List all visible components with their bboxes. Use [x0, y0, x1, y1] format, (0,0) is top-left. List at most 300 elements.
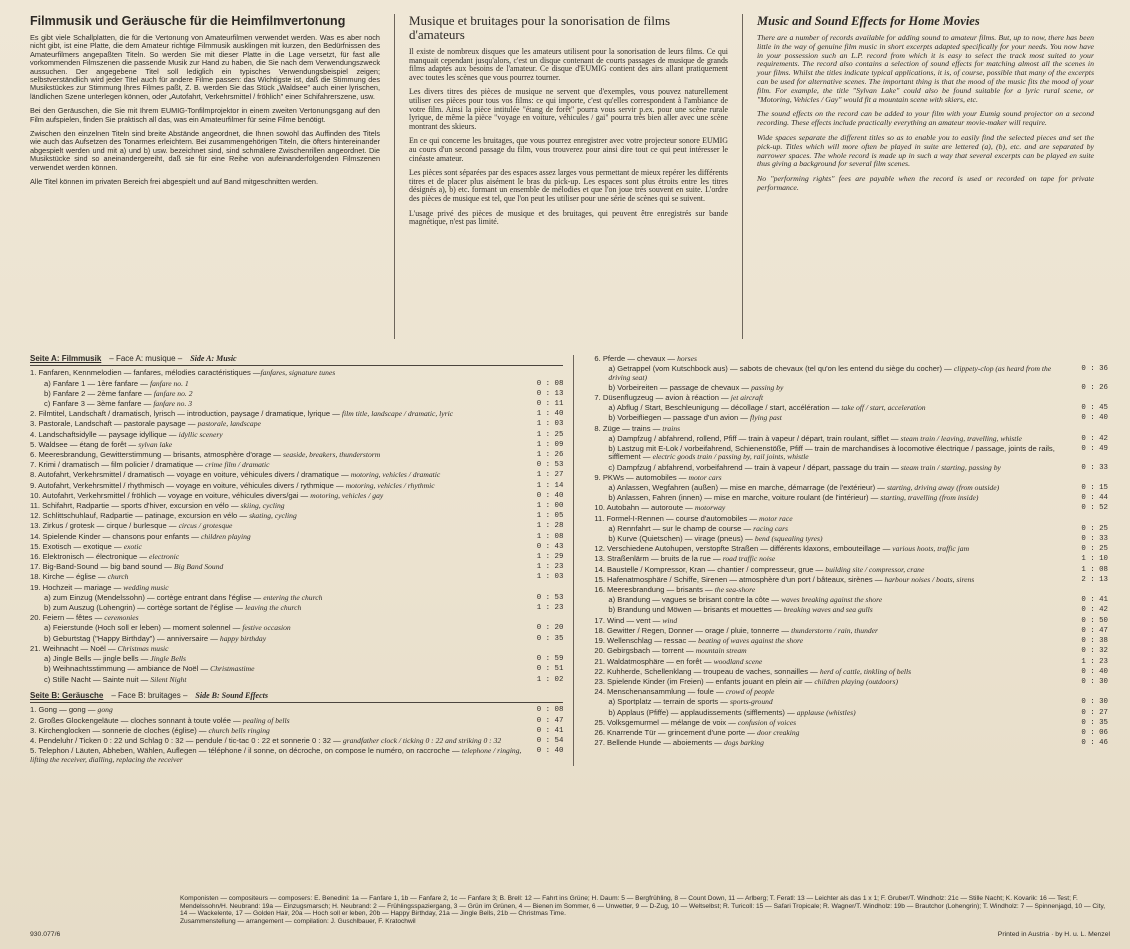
track-duration: 0 : 54: [536, 736, 564, 745]
track-title-en: festive occasion: [242, 623, 291, 633]
track-row: [594, 576, 1108, 584]
track-title: [30, 665, 533, 673]
track-title-en: motoring, vehicles / rhythmic: [345, 480, 435, 490]
track-title: [594, 535, 1078, 543]
track-title-de-fr: 12. Verschiedene Autohupen, verstopfte Straßen — différents klaxons, embouteillage —: [594, 544, 893, 554]
track-title: [594, 617, 1078, 625]
track-row: [30, 717, 563, 725]
track-duration: 0 : 26: [1081, 383, 1108, 392]
track-title-de-fr: a) Dampfzug / abfahrend, rollend, Pfiff — train à vapeur / départ, train roulant, sifflet —: [608, 433, 901, 443]
track-duration: 0 : 44: [1081, 494, 1108, 503]
track-duration: 0 : 40: [1081, 667, 1108, 676]
track-duration: 0 : 27: [1081, 708, 1108, 717]
track-title-en: motorway: [694, 503, 726, 513]
track-row: [30, 492, 563, 500]
track-title: [594, 658, 1078, 666]
track-title: [594, 596, 1078, 604]
track-row: [30, 655, 563, 663]
track-title-en: woodland scene: [713, 656, 763, 666]
track-row: [30, 522, 563, 530]
track-row: [594, 484, 1108, 492]
tracklists: [24, 355, 1108, 766]
track-row: [594, 435, 1108, 443]
track-row: [594, 425, 1108, 433]
track-row: [30, 604, 563, 612]
track-title-de-fr: 13. Straßenlärm — bruits de la rue —: [594, 554, 723, 564]
track-duration: 0 : 47: [536, 716, 564, 725]
track-title-de-fr: 9. PKWs — automobiles —: [594, 472, 689, 482]
credits-footer: [30, 895, 1110, 939]
track-duration: 0 : 15: [1081, 484, 1108, 493]
track-title-de-fr: a) Anlassen, Wegfahren (außen) — mise en marche, démarrage (de l'extérieur) —: [608, 483, 887, 493]
intro-french: [394, 14, 742, 339]
track-duration: 0 : 08: [536, 379, 564, 388]
track-row: [594, 404, 1108, 412]
track-title: [594, 606, 1078, 614]
english-paragraph: Wide spaces separate the different titles so as to enable you to easily find the selected pieces and set the pick-up. Titles which will more often be played in suite are lettered (a), (b), etc. and are separated by narrower spaces. The whole record is made up in such a way that several excerpts can be played en suite thus giving a background for several film scenes.: [757, 132, 1094, 169]
track-title-en: leaving the church: [245, 603, 302, 613]
track-title-en: happy birthday: [219, 633, 267, 643]
track-title: [30, 431, 533, 439]
track-title-en: children playing (outdoors): [814, 676, 898, 686]
track-title: [30, 502, 533, 510]
track-title-en: wind: [662, 615, 678, 625]
track-row: [30, 512, 563, 520]
side-a-label-fr: – Face A: musique –: [109, 354, 183, 363]
track-duration: 0 : 13: [536, 389, 564, 398]
catalog-number: 930.077/6: [30, 931, 61, 939]
track-duration: 0 : 41: [1081, 596, 1108, 605]
track-title-en: passing by: [751, 382, 784, 392]
track-title: [30, 369, 533, 377]
track-title: [30, 727, 533, 735]
track-title-en: crime film / dramatic: [205, 460, 270, 470]
track-title: [30, 390, 533, 398]
track-row: [30, 727, 563, 735]
track-row: [30, 563, 563, 571]
track-duration: 0 : 45: [1081, 404, 1108, 413]
track-title-de-fr: 19. Hochzeit — mariage —: [30, 582, 124, 592]
track-title-de-fr: 26. Knarrende Tür — grincement d'une porte —: [594, 727, 757, 737]
track-title: [30, 645, 533, 653]
track-title-en: dogs barking: [724, 738, 764, 748]
track-title: [594, 445, 1078, 462]
track-title-de-fr: 8. Züge — trains —: [594, 423, 663, 433]
track-duration: 1 : 28: [536, 522, 564, 531]
track-duration: 1 : 08: [1081, 565, 1108, 574]
track-title-de-fr: 23. Spielende Kinder (im Freien) — enfants jouant en plein air —: [594, 676, 815, 686]
track-title: [594, 464, 1078, 472]
track-title: [30, 563, 533, 571]
composer-credits: Komponisten — compositeurs — composers: E. Benedini: 1a — Fanfare 1, 1b — Fanfare 2, 1c — Fanfare 3; B. Brell: 12 — Fahrt ins Grüne; H. Daum: 5 — Bergfrühling, 8 — Count Down, 11 — Arlberg; T. Feratl: 13 — Leichter als das 1 x 1; F. Gruber/T. Windholz: 21c — Stille Nacht; K. Kovarik: 16 — Test; F. Mendelssohn/H. Neubrand: 19a — Einzugsmarsch; H. Neubrand: 2 — Frühlingsspaziergang, 3 — Grün im Grünen, 4 — Bienen im Sommer, 6 — Unwetter, 9 — D-Zug, 10 — Weltselbst; R. Turicoll: 15 — Safari Tropicale; R. Wagner/T. Windholz: 19b — Brautchor (Lohengrin); T. Windholz: 7 — Spinnenjagd, 10 — City, 14 — Wackelente, 17 — Golden Hair, 20a — Hoch soll er leben, 20b — Happy Birthday, 21a — Jingle Bells, 21b — Christmas Time.: [180, 895, 1106, 918]
track-title: [594, 668, 1078, 676]
track-row: [594, 637, 1108, 645]
track-title-en: entering the church: [263, 592, 323, 602]
track-title-de-fr: 16. Elektronisch — électronique —: [30, 552, 150, 562]
track-title-en: electric goods train / passing by, rail joints, whistle: [652, 452, 809, 462]
track-title: [594, 688, 1078, 696]
track-title: [594, 647, 1078, 655]
track-title-en: ceremonies: [104, 613, 139, 623]
intro-english: [742, 14, 1108, 339]
track-duration: 0 : 46: [1081, 739, 1108, 748]
track-duration: 1 : 27: [536, 471, 564, 480]
track-title-en: pealing of bells: [242, 715, 290, 725]
track-row: [30, 390, 563, 398]
track-duration: 2 : 13: [1081, 575, 1108, 584]
track-duration: 0 : 40: [536, 491, 564, 500]
track-title-de-fr: 24. Menschenansammlung — foule —: [594, 687, 726, 697]
track-title: [594, 365, 1078, 382]
track-title-en: fanfares, signature tunes: [260, 368, 336, 378]
track-title-en: bend (squealing tyres): [754, 534, 823, 544]
track-title-en: seaside, breakers, thunderstorm: [283, 450, 381, 460]
track-title-en: steam train / leaving, travelling, whistle: [900, 433, 1022, 443]
french-title: Musique et bruitages pour la sonorisation de films d'amateurs: [409, 14, 671, 42]
track-title: [30, 400, 533, 408]
track-title: [594, 394, 1078, 402]
track-duration: 1 : 03: [536, 420, 564, 429]
track-duration: 0 : 08: [536, 706, 564, 715]
track-title-en: harbour noises / boats, sirens: [884, 574, 975, 584]
track-title-en: Silent Night: [150, 674, 187, 684]
track-title-de-fr: a) Abflug / Start, Beschleunigung — décollage / start, accélération —: [608, 403, 842, 413]
track-duration: 0 : 20: [536, 624, 564, 633]
tracklist-left: [24, 355, 563, 766]
track-row: [30, 584, 563, 592]
english-paragraph: There are a number of records available for adding sound to amateur films. But, up to now, there has been little in the way of genuine film music in short excerpts adapted specifically for your needs. You now have in your possession such an L.P. record from which it is easy to select the track most suited to your requirements. The record also contains a selection of sound effects for matching almost all the scenes in your films. Whilst the titles indicate typical applications, it is, of course, possible that many of the excerpts can be used for alternative scenes. The important thing is that the mood of the music fits the mood of your film. For example, the title "Sylvan Lake" could also be found suitable for a lyric rural scene, or "Motoring, Vehicles / Gay" would fit a mountain scene with skiers, etc.: [757, 33, 1094, 104]
track-title: [594, 484, 1078, 492]
track-title: [594, 709, 1078, 717]
track-title-de-fr: 8. Autofahrt, Verkehrsmittel / dramatisch — voyage en voiture, véhicules divers / dramatique —: [30, 470, 351, 480]
track-duration: 1 : 25: [536, 430, 564, 439]
track-title-de-fr: c) Stille Nacht — Sainte nuit —: [44, 674, 151, 684]
track-title-en: Christmastime: [210, 664, 255, 674]
track-title-de-fr: c) Fanfare 3 — 3ème fanfare —: [44, 399, 154, 409]
track-title-en: motor cars: [688, 472, 722, 482]
track-row: [30, 441, 563, 449]
track-row: [594, 688, 1108, 696]
track-duration: [533, 645, 563, 653]
track-row: [30, 502, 563, 510]
track-duration: 1 : 09: [536, 440, 564, 449]
track-row: [30, 676, 563, 684]
track-title-de-fr: 21. Weihnacht — Noël —: [30, 643, 118, 653]
track-duration: 0 : 33: [1081, 535, 1108, 544]
track-title-en: confusion of voices: [737, 717, 797, 727]
track-title-de-fr: a) Getrappel (vom Kutschbock aus) — sabots de chevaux (tel qu'on les entend du siège du cocher) —: [608, 364, 954, 374]
track-title: [594, 719, 1078, 727]
track-row: [30, 747, 563, 764]
track-title-de-fr: a) Fanfare 1 — 1ère fanfare —: [44, 378, 150, 388]
track-title: [30, 717, 533, 725]
track-title-de-fr: b) Geburtstag ("Happy Birthday") — anniversaire —: [44, 633, 220, 643]
printer-credit: Printed in Austria · by H. u. L. Menzel: [997, 931, 1110, 939]
track-duration: 0 : 52: [1081, 504, 1108, 513]
track-title-en: motor race: [759, 513, 793, 523]
track-row: [594, 504, 1108, 512]
track-title-en: crowd of people: [725, 687, 775, 697]
german-paragraph: Zwischen den einzelnen Titeln sind breite Abstände angeordnet, die Ihnen sowohl das Auffinden des Titels wie auch das Aufsetzen des Tonarmes erleichtern. Bei zusammengehörigen Titeln, die öfters hintereinander abgespielt werden und mit a) und b) usw. bezeichnet sind, sind schmälere Zwischenrillen angeordnet. Die Musikstücke sind so aneinandergereiht, daß sie für eine Reihe von aufeinanderfolgenden Filmszenen verwendet werden können.: [30, 129, 380, 172]
track-title-de-fr: 2. Filmtitel, Landschaft / dramatisch, lyrisch — introduction, paysage / dramatique, lyrique —: [30, 409, 342, 419]
track-title-de-fr: 19. Wellenschlag — ressac —: [594, 636, 699, 646]
track-duration: 0 : 50: [1081, 616, 1108, 625]
track-title: [594, 474, 1078, 482]
track-title-de-fr: 4. Pendeluhr / Ticken 0 : 22 und Schlag 0 : 32 — pendule / tic-tac 0 : 22 et sonnerie 0 : 32 —: [30, 735, 343, 745]
track-title-de-fr: 3. Kirchenglocken — sonnerie de cloches (église) —: [30, 725, 209, 735]
track-duration: [533, 614, 563, 622]
track-duration: [1078, 425, 1108, 433]
track-title-de-fr: 4. Landschaftsidylle — paysage idyllique —: [30, 429, 179, 439]
track-title-de-fr: b) Vorbeifliegen — passage d'un avion —: [608, 413, 750, 423]
track-duration: 0 : 40: [536, 747, 564, 756]
track-title: [30, 512, 533, 520]
track-title-en: applause (whistles): [796, 707, 856, 717]
english-paragraph: The sound effects on the record can be added to your film with your Eumig sound projector on a second recording. These effects include practically everything an amateur movie-maker will require.: [757, 109, 1094, 128]
track-title-de-fr: b) Anlassen, Fahren (innen) — mise en marche, voiture roulant (de l'intérieur) —: [608, 493, 881, 503]
track-title-en: fanfare no. 2: [153, 388, 193, 398]
track-title-de-fr: 15. Exotisch — exotique —: [30, 541, 124, 551]
track-title: [594, 435, 1078, 443]
track-row: [594, 606, 1108, 614]
track-title-en: door creaking: [756, 727, 800, 737]
german-paragraph: Bei den Geräuschen, die Sie mit Ihrem EUMIG-Tonfilmprojektor in einem zweiten Vertonungsgang auf den Film aufspielen, finden Sie praktisch all das, was ein Amateurfilmer für seine Filme benötigt.: [30, 106, 380, 124]
track-row: [594, 678, 1108, 686]
track-duration: 0 : 59: [536, 655, 564, 664]
track-title: [594, 545, 1078, 553]
track-duration: 1 : 23: [536, 604, 564, 613]
track-row: [594, 474, 1108, 482]
track-row: [30, 573, 563, 581]
track-title: [30, 676, 533, 684]
track-duration: 1 : 02: [536, 675, 564, 684]
side-b-continued-track-list: [594, 355, 1108, 748]
track-row: [594, 355, 1108, 363]
track-row: [30, 420, 563, 428]
track-title: [30, 655, 533, 663]
track-row: [594, 445, 1108, 462]
track-title-de-fr: b) Vorbeireiten — passage de chevaux —: [608, 382, 752, 392]
english-title: Music and Sound Effects for Home Movies: [757, 14, 980, 28]
track-row: [30, 553, 563, 561]
track-row: [30, 645, 563, 653]
track-row: [594, 515, 1108, 523]
track-title-en: circus / grotesque: [178, 521, 233, 531]
track-title-de-fr: 16. Meeresbrandung — brisants —: [594, 585, 715, 595]
track-title-de-fr: b) Brandung und Möwen — brisants et mouettes —: [608, 605, 784, 615]
track-title-en: fanfare no. 3: [153, 399, 193, 409]
track-title-en: pastorale, landscape: [197, 419, 261, 429]
track-row: [30, 431, 563, 439]
track-title-de-fr: 7. Krimi / dramatisch — film policier / dramatique —: [30, 460, 206, 470]
track-title-en: gong: [97, 705, 113, 715]
track-title-en: thunderstorm / rain, thunder: [791, 625, 879, 635]
track-row: [30, 665, 563, 673]
track-duration: 1 : 05: [536, 512, 564, 521]
track-duration: 0 : 47: [1081, 626, 1108, 635]
track-title-en: breaking waves and sea gulls: [783, 605, 873, 615]
side-b-heading: [30, 692, 563, 703]
track-duration: 0 : 53: [536, 593, 564, 602]
track-title-en: steam train / starting, passing by: [900, 462, 1001, 472]
track-row: [594, 566, 1108, 574]
track-row: [30, 451, 563, 459]
track-row: [594, 739, 1108, 747]
track-title-de-fr: 13. Zirkus / grotesk — cirque / burlesque —: [30, 521, 179, 531]
track-title-de-fr: 25. Volksgemurmel — mélange de voix —: [594, 717, 738, 727]
track-duration: 0 : 38: [1081, 637, 1108, 646]
track-title-en: various hoots, traffic jam: [892, 544, 970, 554]
track-title: [594, 739, 1078, 747]
track-title: [594, 678, 1078, 686]
track-duration: 0 : 43: [536, 542, 564, 551]
track-duration: [1078, 688, 1108, 696]
track-title-de-fr: 20. Gebirgsbach — torrent —: [594, 646, 696, 656]
track-row: [594, 729, 1108, 737]
track-title-en: sports-ground: [729, 697, 773, 707]
track-title-en: Christmas music: [117, 643, 169, 653]
track-row: [594, 394, 1108, 402]
side-a-label-en: Side A: Music: [190, 354, 237, 363]
track-title: [30, 451, 533, 459]
track-row: [30, 543, 563, 551]
track-title-en: herd of cattle, tinkling of bells: [819, 666, 912, 676]
track-duration: 0 : 25: [1081, 524, 1108, 533]
track-title-en: church bells ringing: [208, 725, 270, 735]
track-title-de-fr: 22. Kuhherde, Schellenklang — troupeau de vaches, sonnailles —: [594, 666, 820, 676]
track-title-en: racing cars: [753, 523, 788, 533]
track-title: [594, 504, 1078, 512]
french-paragraph: En ce qui concerne les bruitages, que vous pourrez enregistrer avec votre projecteur sonore EUMIG au cours d'un second passage du film, vous trouverez pour ainsi dire tout ce qui peut intéresser le cinéaste amateur.: [409, 136, 728, 163]
track-row: [30, 410, 563, 418]
side-b-track-list: [30, 706, 563, 764]
track-title-de-fr: 11. Schifahrt, Radpartie — sports d'hiver, excursion en vélo —: [30, 501, 241, 511]
track-title: [594, 404, 1078, 412]
track-duration: [533, 584, 563, 592]
track-duration: 1 : 08: [536, 532, 564, 541]
track-row: [594, 535, 1108, 543]
track-title: [30, 492, 533, 500]
track-row: [30, 737, 563, 745]
track-title-de-fr: 10. Autofahrt, Verkehrsmittel / fröhlich — voyage en voiture, véhicules divers/gai —: [30, 490, 311, 500]
track-title-de-fr: 5. Telephon / Läuten, Abheben, Wählen, Auflegen — téléphone / il sonne, on décroche, on compose le numéro, on raccroche —: [30, 746, 462, 756]
side-a-track-list: [30, 369, 563, 684]
track-title-de-fr: a) Feierstunde (Hoch soll er leben) — moment solennel —: [44, 623, 243, 633]
track-row: [594, 627, 1108, 635]
track-title-de-fr: 1. Fanfaren, Kennmelodien — fanfares, mélodies caractéristiques —: [30, 368, 261, 378]
track-title-en: waves breaking against the shore: [781, 595, 883, 605]
track-title-en: starting, travelling (from inside): [880, 493, 979, 503]
track-title: [594, 515, 1078, 523]
track-title-de-fr: 18. Kirche — église —: [30, 572, 108, 582]
track-duration: 0 : 49: [1081, 445, 1108, 454]
track-row: [30, 614, 563, 622]
track-title-de-fr: b) Applaus (Pfiffe) — applaudissements (sifflements) —: [608, 707, 797, 717]
intro-german: [24, 14, 394, 339]
track-row: [30, 461, 563, 469]
track-title-de-fr: 7. Düsenflugzeug — avion à réaction —: [594, 393, 731, 403]
track-title: [594, 576, 1078, 584]
track-title: [594, 729, 1078, 737]
track-duration: 0 : 32: [1081, 647, 1108, 656]
track-row: [30, 594, 563, 602]
track-title-en: Jingle Bells: [150, 654, 186, 664]
track-duration: [533, 369, 563, 377]
track-duration: 0 : 53: [536, 461, 564, 470]
track-title: [30, 706, 533, 714]
track-title-en: motoring, vehicles / dramatic: [350, 470, 441, 480]
track-title: [30, 471, 533, 479]
track-duration: 0 : 40: [1081, 414, 1108, 423]
track-title-en: skiing, cycling: [240, 501, 285, 511]
track-title-de-fr: a) zum Einzug (Mendelssohn) — cortège entrant dans l'église —: [44, 592, 264, 602]
track-title-en: film title, landscape / dramatic, lyric: [341, 409, 454, 419]
track-title: [594, 414, 1078, 422]
track-duration: 0 : 30: [1081, 677, 1108, 686]
track-row: [30, 400, 563, 408]
track-row: [594, 545, 1108, 553]
track-title: [30, 624, 533, 632]
track-duration: [1078, 515, 1108, 523]
track-row: [594, 494, 1108, 502]
track-duration: 0 : 33: [1081, 463, 1108, 472]
track-row: [594, 709, 1108, 717]
track-title: [594, 384, 1078, 392]
track-row: [30, 624, 563, 632]
track-row: [594, 698, 1108, 706]
track-title: [30, 747, 533, 764]
track-title-de-fr: b) zum Auszug (Lohengrin) — cortège sortant de l'église —: [44, 603, 246, 613]
track-title-en: children playing: [200, 531, 251, 541]
track-title: [30, 584, 533, 592]
track-title: [30, 410, 533, 418]
german-paragraph: Alle Titel können im privaten Bereich frei abgespielt und auf Band mitgeschnitten werden.: [30, 177, 318, 187]
track-title: [594, 698, 1078, 706]
track-title: [30, 543, 533, 551]
side-b-label-fr: – Face B: bruitages –: [111, 690, 188, 700]
german-title: Filmmusik und Geräusche für die Heimfilmvertonung: [30, 14, 346, 28]
track-title-de-fr: 15. Hafenatmosphäre / Schiffe, Sirenen — atmosphère d'un port / bâteaux, sirènes —: [594, 574, 885, 584]
track-title-de-fr: 6. Pferde — chevaux —: [594, 354, 678, 363]
track-row: [30, 635, 563, 643]
track-duration: [1078, 586, 1108, 594]
track-title-de-fr: b) Lastzug mit E-Lok / vorbeifahrend, Schienenstöße, Pfiff — train de marchandises à locomotive électrique / passage, joints de rails, sifflement —: [608, 444, 1055, 462]
track-row: [594, 384, 1108, 392]
track-title: [594, 555, 1078, 563]
intro-columns: [24, 14, 1108, 339]
track-duration: 0 : 35: [536, 634, 564, 643]
track-title-de-fr: 12. Schlittschuhlauf, Radpartie — patinage, excursion en vélo —: [30, 511, 250, 521]
track-title-en: church: [107, 572, 129, 582]
track-title: [594, 525, 1078, 533]
side-a-label-de: Seite A: Filmmusik: [30, 354, 102, 363]
track-title-en: trains: [662, 423, 681, 433]
french-paragraph: Il existe de nombreux disques que les amateurs utilisent pour la sonorisation de leurs films. Ce qui manquait cependant jusqu'alors, c'est un disque contenant de courts passages de musique de grands films adaptés aux besoins de l'amateur. Ce disque d'EUMIG contient des airs allant pratiquement avec toutes les scènes que vous pourrez tourner.: [409, 47, 728, 82]
track-row: [594, 596, 1108, 604]
track-row: [594, 365, 1108, 382]
track-title-de-fr: a) Rennfahrt — sur le champ de course —: [608, 523, 754, 533]
side-a-heading: [30, 355, 563, 366]
track-duration: 0 : 11: [536, 400, 564, 409]
track-title: [594, 627, 1078, 635]
track-title-en: Big Band Sound: [173, 562, 224, 572]
track-duration: 1 : 14: [536, 481, 564, 490]
track-title: [594, 586, 1078, 594]
track-title: [30, 533, 533, 541]
track-title-de-fr: 27. Bellende Hunde — aboiements —: [594, 738, 724, 748]
track-row: [594, 647, 1108, 655]
track-title-en: fanfare no. 1: [149, 378, 189, 388]
